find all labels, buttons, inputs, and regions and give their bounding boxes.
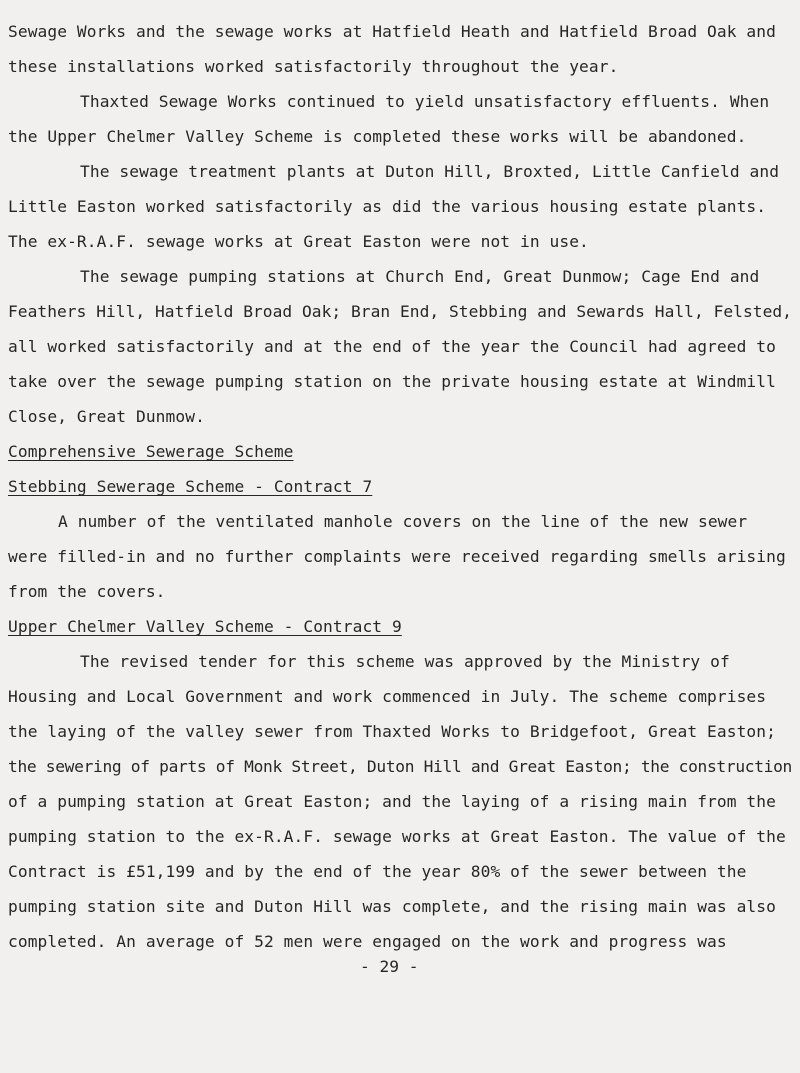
- text-line: Feathers Hill, Hatfield Broad Oak; Bran End, Stebbing and Sewards Hall, Felsted,: [8, 302, 792, 321]
- text-line: Housing and Local Government and work commenced in July. The scheme comprises: [8, 687, 767, 706]
- text-line: completed. An average of 52 men were engaged on the work and progress was: [8, 932, 727, 951]
- text-line: take over the sewage pumping station on the private housing estate at Windmill: [8, 372, 776, 391]
- text-line: Close, Great Dunmow.: [8, 407, 205, 426]
- text-line: of a pumping station at Great Easton; and the laying of a rising main from the: [8, 792, 776, 811]
- text-line: The revised tender for this scheme was approved by the Ministry of: [80, 652, 730, 671]
- text-line: Contract is £51,199 and by the end of the year 80% of the sewer between the: [8, 862, 747, 881]
- subsection-heading: Stebbing Sewerage Scheme - Contract 7: [8, 477, 373, 496]
- text-line: pumping station site and Duton Hill was complete, and the rising main was also: [8, 897, 776, 916]
- text-line: from the covers.: [8, 582, 166, 601]
- text-line: the Upper Chelmer Valley Scheme is completed these works will be abandoned.: [8, 127, 747, 146]
- section-heading: Comprehensive Sewerage Scheme: [8, 442, 294, 461]
- text-line: pumping station to the ex-R.A.F. sewage works at Great Easton. The value of the: [8, 827, 786, 846]
- subsection-heading: Upper Chelmer Valley Scheme - Contract 9: [8, 617, 402, 636]
- text-line: Little Easton worked satisfactorily as did the various housing estate plants.: [8, 197, 767, 216]
- text-line: the laying of the valley sewer from Thaxted Works to Bridgefoot, Great Easton;: [8, 722, 776, 741]
- text-line: The ex-R.A.F. sewage works at Great Easton were not in use.: [8, 232, 589, 251]
- text-line: The sewage pumping stations at Church End, Great Dunmow; Cage End and: [80, 267, 760, 286]
- text-line: Thaxted Sewage Works continued to yield unsatisfactory effluents. When: [80, 92, 770, 111]
- text-line: Sewage Works and the sewage works at Hatfield Heath and Hatfield Broad Oak and: [8, 22, 776, 41]
- text-line: all worked satisfactorily and at the end of the year the Council had agreed to: [8, 337, 776, 356]
- text-line: were filled-in and no further complaints were received regarding smells arising: [8, 547, 786, 566]
- text-line: these installations worked satisfactorily throughout the year.: [8, 57, 619, 76]
- text-line: The sewage treatment plants at Duton Hill, Broxted, Little Canfield and: [80, 162, 780, 181]
- text-line: A number of the ventilated manhole covers on the line of the new sewer: [58, 512, 748, 531]
- text-line: the sewering of parts of Monk Street, Duton Hill and Great Easton; the construction: [8, 757, 792, 776]
- page-number: - 29 -: [360, 957, 419, 976]
